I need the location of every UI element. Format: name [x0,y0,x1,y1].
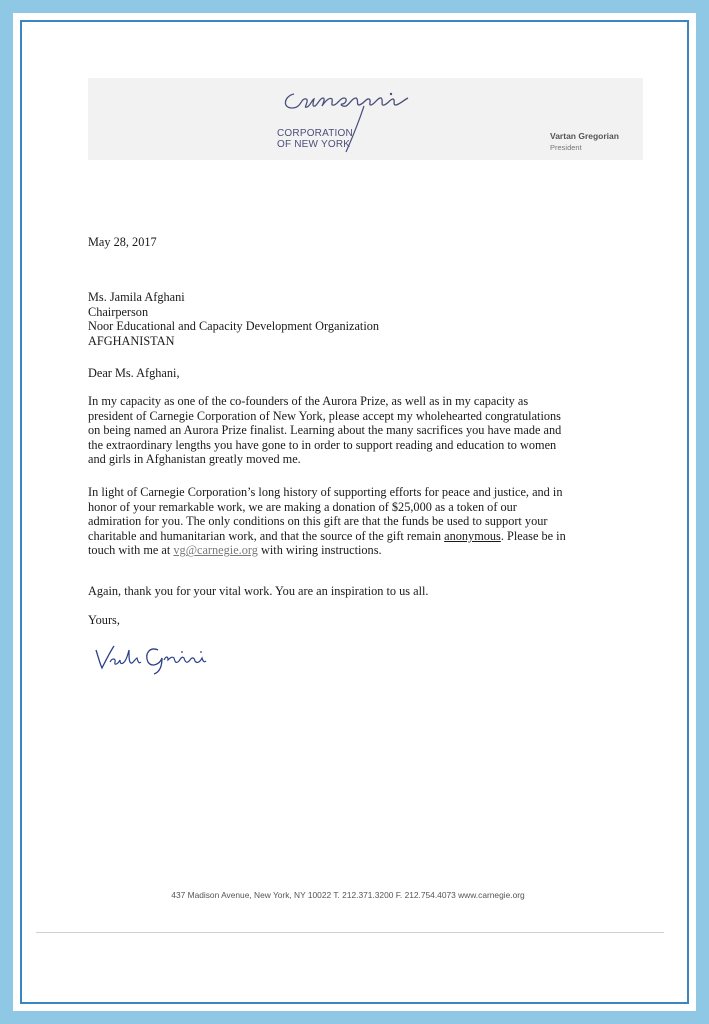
closing: Yours, [88,613,120,627]
paragraph-2-text: with wiring instructions. [257,543,382,558]
handwritten-signature [92,640,222,676]
paragraph-1-line: on being named an Aurora Prize finalist. Learning about the many sacrifices you have made and [88,423,562,438]
corporation-name [277,128,353,150]
corporation-line-2: OF NEW YORK [277,139,351,150]
paragraph-3: Again, thank you for your vital work. You are an inspiration to us all. [88,584,429,598]
corporation-line-1: CORPORATION [277,128,353,139]
paragraph-2-line: admiration for you. The only conditions on this gift are that the funds be used to support your [88,514,548,529]
footer-address: 437 Madison Avenue, New York, NY 10022 T. 212.371.3200 F. 212.754.4073 www.carnegie.org [171,890,525,900]
paragraph-2-line: In light of Carnegie Corporation’s long history of supporting efforts for peace and justice, and in [88,485,563,499]
paper-bottom-edge [36,932,664,933]
email-link[interactable]: vg@carnegie.org [173,543,258,558]
paragraph-2-text: . Please be in [500,528,566,543]
paragraph-1-line: the extraordinary lengths you have gone to in order to support reading and education to women [88,437,557,452]
paragraph-1-line: president of Carnegie Corporation of New York, please accept my wholehearted congratulations [88,408,561,423]
paragraph-1-line: In my capacity as one of the co-founders of the Aurora Prize, as well as in my capacity as [88,394,529,408]
salutation: Dear Ms. Afghani, [88,366,180,380]
recipient-country: AFGHANISTAN [88,333,175,348]
paragraph-1 [88,394,561,467]
president-title: President [550,143,582,152]
paragraph-2-line [88,529,566,544]
anonymous-underlined: anonymous [444,528,501,543]
recipient-title: Chairperson [88,304,149,319]
recipient-block [88,290,379,348]
paragraph-2-line: honor of your remarkable work, we are making a donation of $25,000 as a token of our [88,499,517,514]
recipient-name: Ms. Jamila Afghani [88,290,185,304]
paragraph-2 [88,485,566,558]
paragraph-2-line [88,543,566,558]
paragraph-2-text: touch with me at [88,543,174,558]
paragraph-1-line: and girls in Afghanistan greatly moved me. [88,452,301,467]
president-name: Vartan Gregorian [550,131,619,141]
letter-date: May 28, 2017 [88,235,157,249]
paragraph-2-text: charitable and humanitarian work, and that the source of the gift remain [88,528,445,543]
recipient-organization: Noor Educational and Capacity Development Organization [88,319,380,334]
